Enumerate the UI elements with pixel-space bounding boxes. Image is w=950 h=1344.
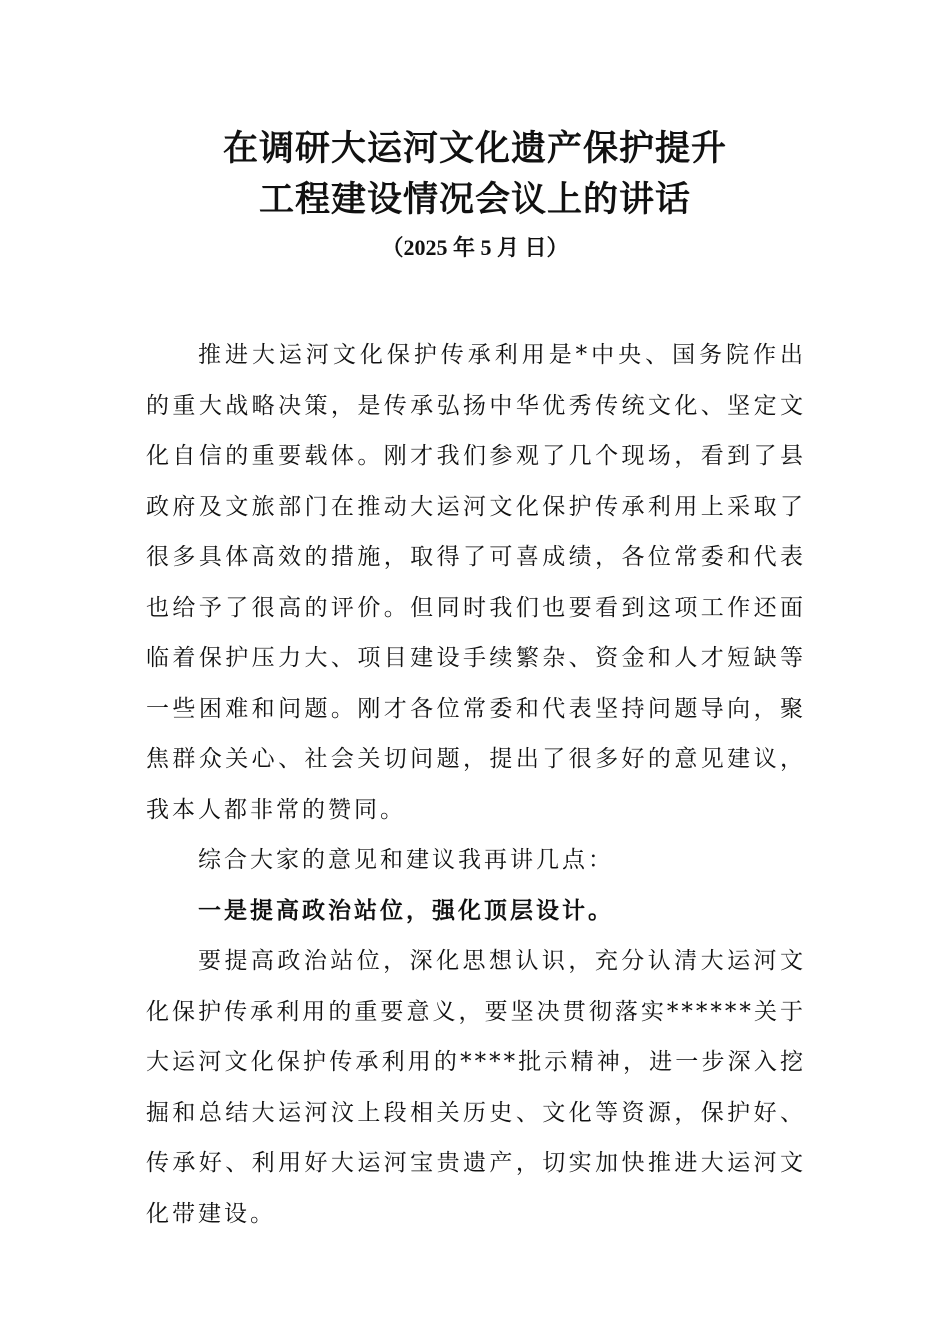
document-title-line-2: 工程建设情况会议上的讲话 [258,179,691,220]
paragraph-section-1: 要提高政治站位，深化思想认识，充分认清大运河文化保护传承利用的重要意义，要坚决贯彻落实******关于大运河文化保护传承利用的****批示精神，进一步深入挖掘和总结大运河汶上段相关历史、文化等资源，保护好、传承好、利用好大运河宝贵遗产，切实加快推进大运河文化带建设。 [146,948,806,1227]
paragraph-lead-in: 综合大家的意见和建议我再讲几点： [198,847,614,873]
document-title-line-1: 在调研大运河文化遗产保护提升 [222,128,727,169]
document-date: （2025 年 5 月 日） [381,235,569,260]
document-body [146,330,806,1239]
paragraph-intro: 推进大运河文化保护传承利用是*中央、国务院作出的重大战略决策，是传承弘扬中华优秀传统文化、坚定文化自信的重要载体。刚才我们参观了几个现场，看到了县政府及文旅部门在推动大运河文化保护传承利用上采取了很多具体高效的措施，取得了可喜成绩，各位常委和代表也给予了很高的评价。但同时我们也要看到这项工作还面临着保护压力大、项目建设手续繁杂、资金和人才短缺等一些困难和问题。刚才各位常委和代表坚持问题导向，聚焦群众关心、社会关切问题，提出了很多好的意见建议，我本人都非常的赞同。 [146,342,806,823]
section-heading-1: 一是提高政治站位，强化顶层设计。 [198,896,614,924]
